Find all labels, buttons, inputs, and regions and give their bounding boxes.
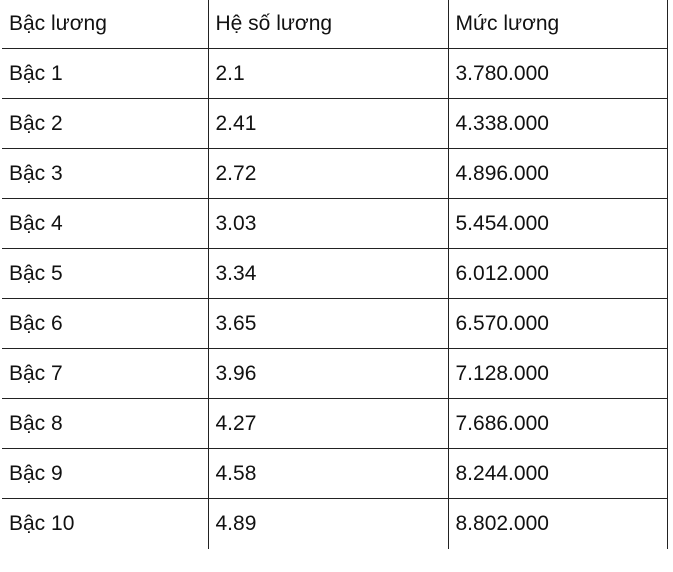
coefficient-cell: 2.41 <box>208 99 448 149</box>
grade-cell: Bậc 6 <box>2 299 208 349</box>
coefficient-cell: 4.89 <box>208 499 448 550</box>
coefficient-cell: 4.27 <box>208 399 448 449</box>
grade-cell: Bậc 10 <box>2 499 208 550</box>
amount-cell: 8.802.000 <box>448 499 667 550</box>
coefficient-cell: 3.96 <box>208 349 448 399</box>
grade-cell: Bậc 8 <box>2 399 208 449</box>
coefficient-cell: 4.58 <box>208 449 448 499</box>
grade-cell: Bậc 1 <box>2 49 208 99</box>
amount-cell: 7.686.000 <box>448 399 667 449</box>
table-row <box>2 449 667 499</box>
table-row <box>2 199 667 249</box>
amount-cell: 4.896.000 <box>448 149 667 199</box>
table-row <box>2 349 667 399</box>
amount-cell: 7.128.000 <box>448 349 667 399</box>
amount-cell: 8.244.000 <box>448 449 667 499</box>
grade-cell: Bậc 9 <box>2 449 208 499</box>
table-row <box>2 149 667 199</box>
grade-cell: Bậc 3 <box>2 149 208 199</box>
coefficient-cell: 2.72 <box>208 149 448 199</box>
coefficient-cell: 3.34 <box>208 249 448 299</box>
table-row <box>2 299 667 349</box>
amount-cell: 6.570.000 <box>448 299 667 349</box>
amount-cell: 5.454.000 <box>448 199 667 249</box>
table-row <box>2 499 667 550</box>
grade-cell: Bậc 4 <box>2 199 208 249</box>
table-row <box>2 99 667 149</box>
amount-cell: 3.780.000 <box>448 49 667 99</box>
table-row <box>2 399 667 449</box>
table-row <box>2 49 667 99</box>
table-header-row <box>2 0 667 49</box>
header-cell-salary-amount: Mức lương <box>448 0 667 49</box>
table-row <box>2 249 667 299</box>
header-cell-salary-coefficient: Hệ số lương <box>208 0 448 49</box>
grade-cell: Bậc 5 <box>2 249 208 299</box>
coefficient-cell: 3.65 <box>208 299 448 349</box>
header-cell-salary-grade: Bậc lương <box>2 0 208 49</box>
salary-table <box>2 0 668 549</box>
amount-cell: 6.012.000 <box>448 249 667 299</box>
amount-cell: 4.338.000 <box>448 99 667 149</box>
coefficient-cell: 2.1 <box>208 49 448 99</box>
coefficient-cell: 3.03 <box>208 199 448 249</box>
grade-cell: Bậc 7 <box>2 349 208 399</box>
grade-cell: Bậc 2 <box>2 99 208 149</box>
